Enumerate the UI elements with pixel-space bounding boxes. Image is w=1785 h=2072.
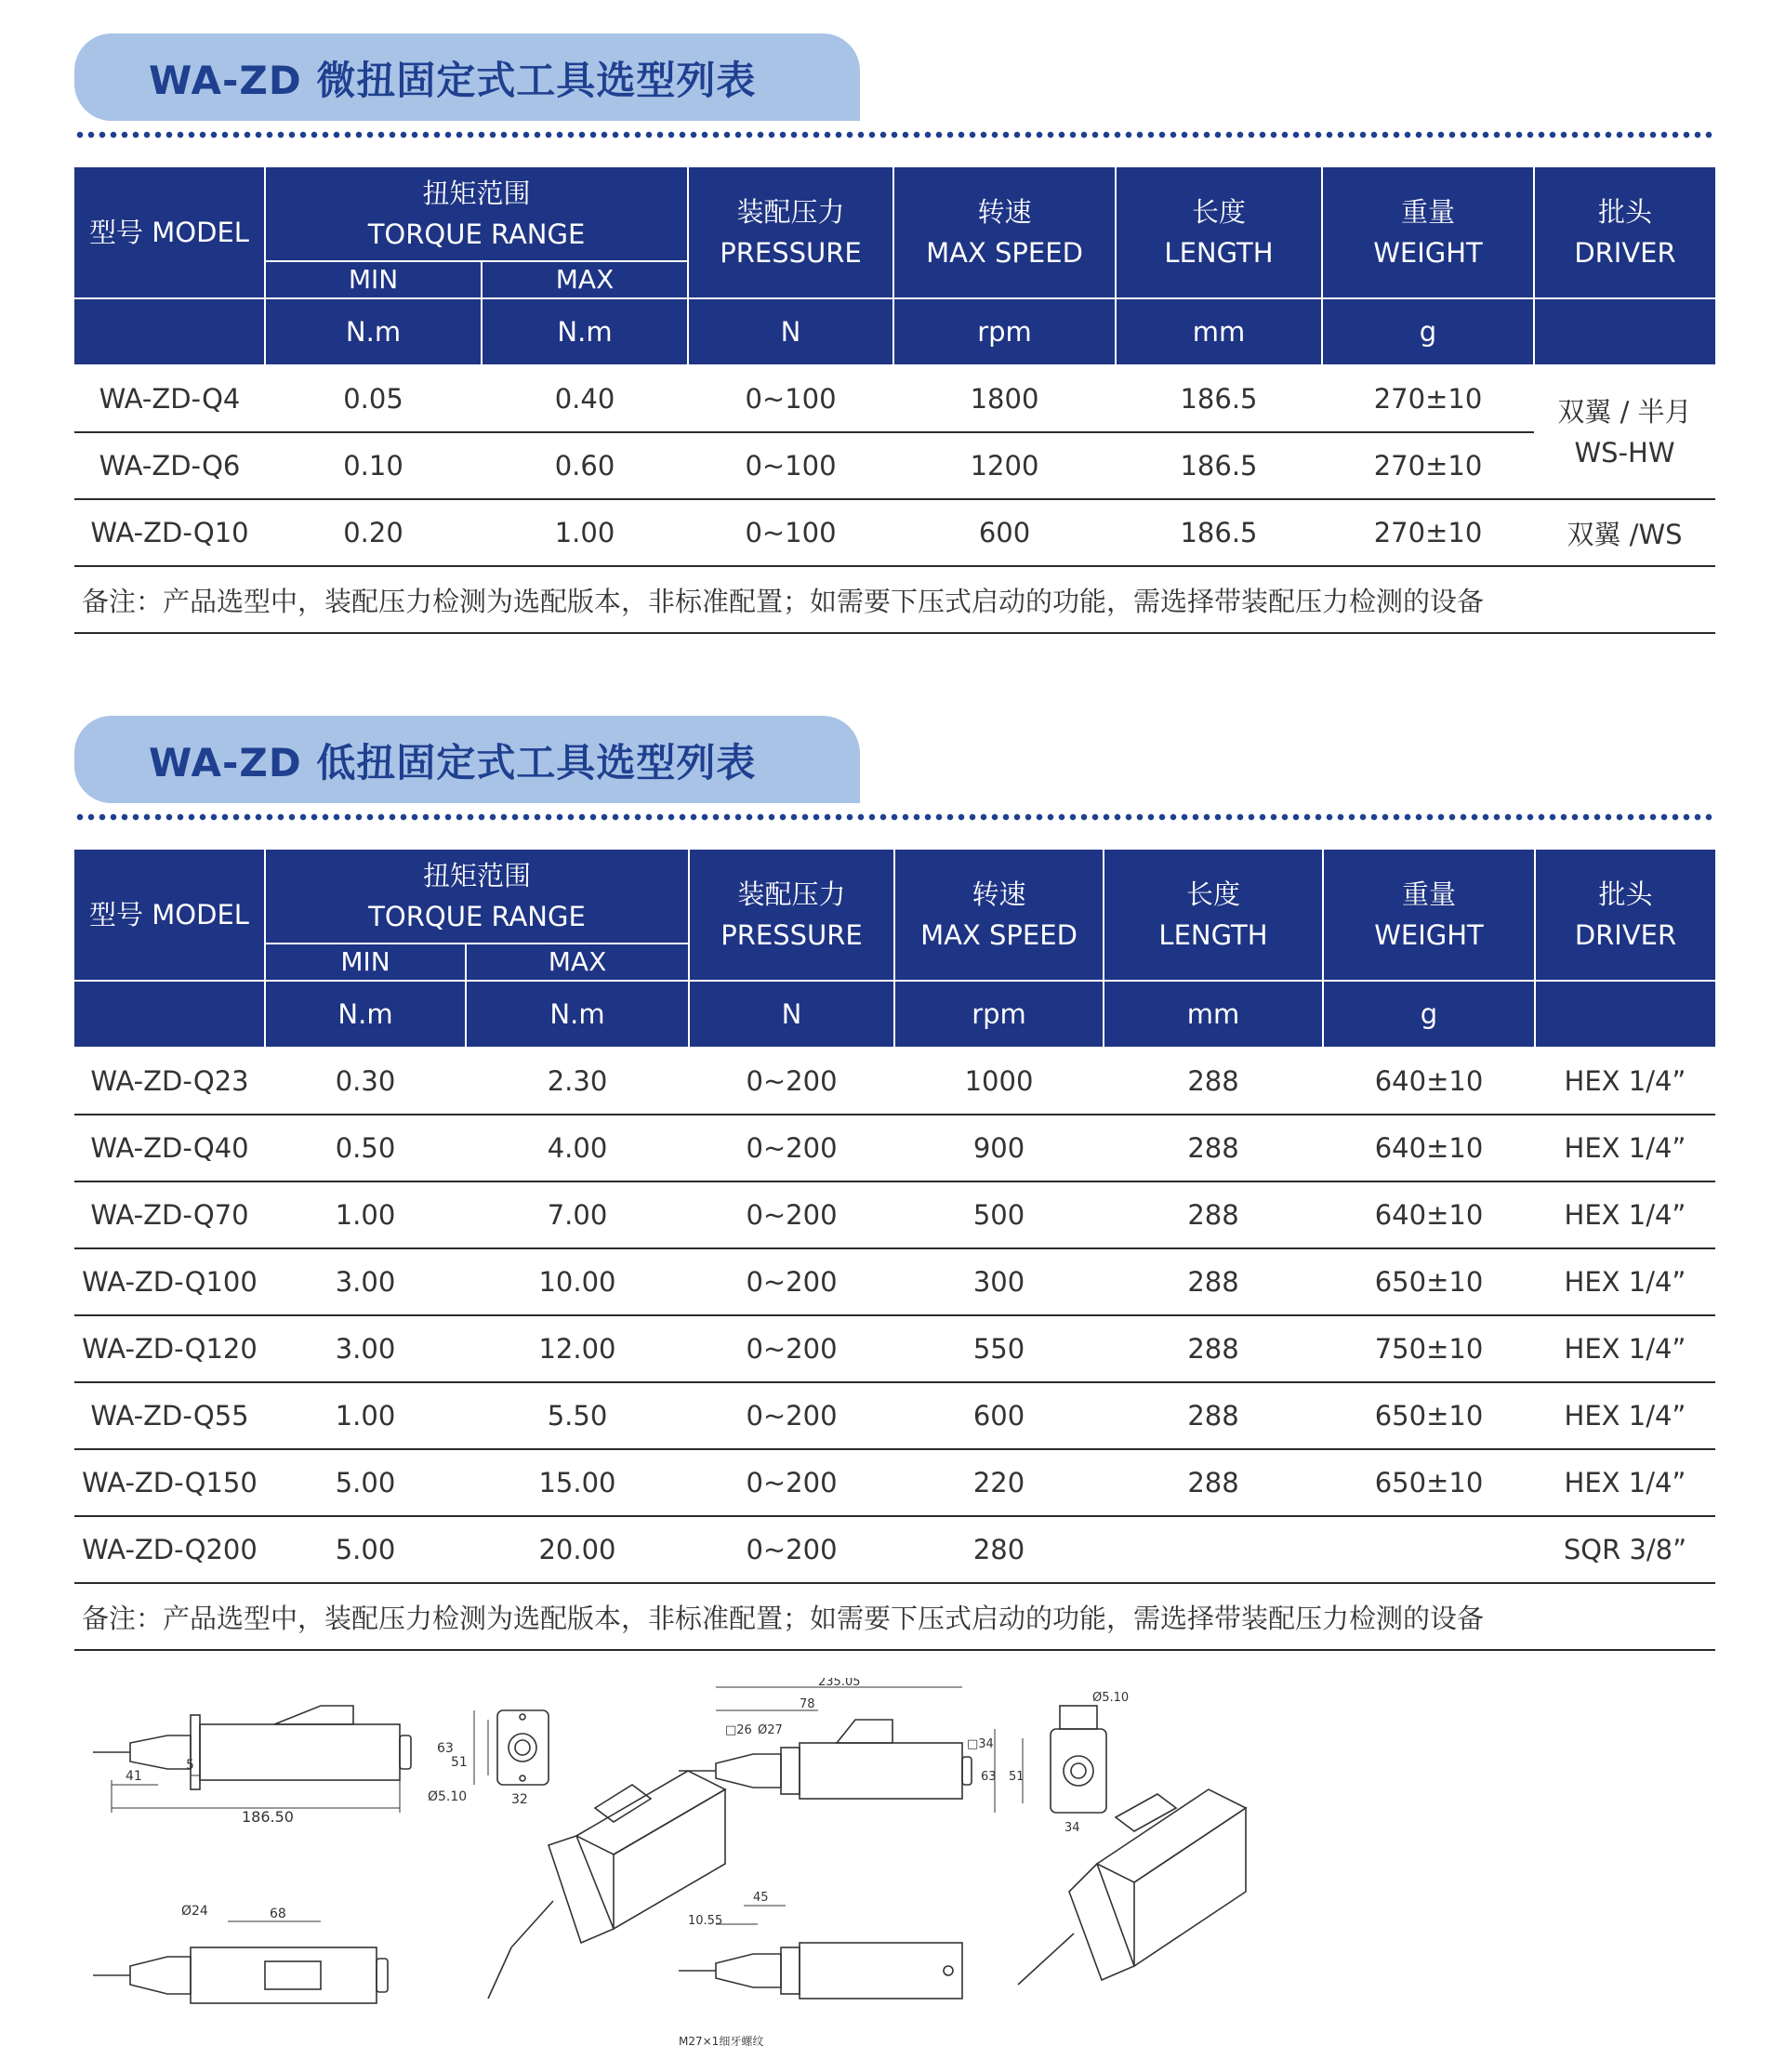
dim-right-78: 78: [800, 1697, 815, 1711]
cell-weight: [1323, 1516, 1535, 1583]
unit-weight: g: [1323, 981, 1535, 1048]
header-pressure-en: PRESSURE: [721, 919, 863, 951]
header-pressure: [688, 166, 893, 298]
table-row: [74, 499, 1715, 566]
cell-driver: HEX 1/4”: [1535, 1449, 1715, 1516]
cell-length: 186.5: [1116, 499, 1322, 566]
cell-speed: 550: [894, 1315, 1104, 1382]
cell-model: WA-ZD-Q4: [74, 365, 265, 432]
header-speed-en: MAX SPEED: [920, 919, 1078, 951]
header-weight-cn: 重量: [1400, 196, 1455, 228]
cell-length: 186.5: [1116, 365, 1322, 432]
header-speed-en: MAX SPEED: [926, 237, 1083, 269]
micro-tool-front-view: [474, 1710, 549, 1785]
cell-weight: 640±10: [1323, 1115, 1535, 1181]
cell-weight: 640±10: [1323, 1181, 1535, 1248]
cell-model: WA-ZD-Q23: [74, 1048, 265, 1115]
table-row: [74, 365, 1715, 432]
section-title: WA-ZD 低扭固定式工具选型列表: [149, 740, 757, 785]
section-title-banner-low: [74, 716, 860, 803]
cell-min: 0.20: [265, 499, 482, 566]
cell-driver: 双翼 /WS: [1534, 499, 1715, 566]
cell-driver: HEX 1/4”: [1535, 1315, 1715, 1382]
dim-right-63: 63: [981, 1770, 997, 1784]
header-length: [1116, 166, 1322, 298]
cell-weight: 270±10: [1322, 365, 1534, 432]
dim-left-hole: Ø5.10: [428, 1789, 468, 1804]
header-speed: [893, 166, 1116, 298]
cell-speed: 600: [894, 1382, 1104, 1449]
unit-length: mm: [1104, 981, 1323, 1048]
cell-min: 0.50: [265, 1115, 466, 1181]
cell-driver: HEX 1/4”: [1535, 1115, 1715, 1181]
cell-pressure: 0~100: [688, 365, 893, 432]
table-row: [74, 1048, 1715, 1115]
cell-max: 4.00: [466, 1115, 689, 1181]
cell-speed: 300: [894, 1248, 1104, 1315]
cell-max: 1.00: [482, 499, 688, 566]
dim-left-total: 186.50: [242, 1808, 294, 1826]
cell-min: 0.10: [265, 432, 482, 499]
cell-min: 5.00: [265, 1516, 466, 1583]
cell-speed: 280: [894, 1516, 1104, 1583]
cell-model: WA-ZD-Q200: [74, 1516, 265, 1583]
driver-line-2: WS-HW: [1574, 437, 1675, 469]
header-weight-en: WEIGHT: [1374, 919, 1484, 951]
dotted-divider: [74, 131, 1715, 139]
dim-right-45: 45: [753, 1891, 769, 1905]
header-min: MIN: [265, 944, 466, 981]
cell-speed: 600: [893, 499, 1116, 566]
cell-min: 0.05: [265, 365, 482, 432]
dim-left-5: 5: [186, 1758, 194, 1773]
cell-length: [1104, 1516, 1323, 1583]
header-speed-cn: 转速: [977, 196, 1032, 228]
dim-right-thread-note: M27×1细牙螺纹: [679, 2035, 764, 2048]
dim-left-41: 41: [126, 1769, 142, 1784]
cell-min: 1.00: [265, 1382, 466, 1449]
cell-max: 2.30: [466, 1048, 689, 1115]
dim-right-34: 34: [1064, 1821, 1080, 1835]
micro-tool-side-view: [93, 1706, 411, 1813]
cell-speed: 1000: [894, 1048, 1104, 1115]
header-model: 型号 MODEL: [74, 849, 265, 981]
unit-max: N.m: [482, 298, 688, 365]
header-driver: [1535, 849, 1715, 981]
cell-max: 10.00: [466, 1248, 689, 1315]
technical-drawings: [74, 1678, 1715, 2059]
low-tool-iso-view: [1018, 1789, 1246, 1985]
header-driver-cn: 批头: [1597, 196, 1652, 228]
table-row: [74, 432, 1715, 499]
cell-driver: SQR 3/8”: [1535, 1516, 1715, 1583]
dim-left-51: 51: [451, 1755, 468, 1770]
header-weight: [1322, 166, 1534, 298]
cell-model: WA-ZD-Q100: [74, 1248, 265, 1315]
header-speed-cn: 转速: [972, 878, 1026, 910]
header-torque: [265, 166, 688, 261]
header-torque-cn: 扭矩范围: [422, 860, 531, 891]
header-weight-en: WEIGHT: [1373, 237, 1483, 269]
cell-pressure: 0~200: [689, 1449, 894, 1516]
cell-driver: HEX 1/4”: [1535, 1048, 1715, 1115]
dotted-divider: [74, 813, 1715, 821]
micro-torque-spec-table: [74, 165, 1715, 634]
header-driver-en: DRIVER: [1574, 237, 1676, 269]
header-model: 型号 MODEL: [74, 166, 265, 298]
cell-pressure: 0~200: [689, 1382, 894, 1449]
cell-driver: HEX 1/4”: [1535, 1181, 1715, 1248]
driver-line-1: 双翼 / 半月: [1557, 396, 1692, 428]
dim-left-63: 63: [437, 1741, 454, 1756]
unit-length: mm: [1116, 298, 1322, 365]
header-driver-en: DRIVER: [1574, 919, 1677, 951]
header-driver: [1534, 166, 1715, 298]
cell-pressure: 0~200: [689, 1516, 894, 1583]
cell-max: 15.00: [466, 1449, 689, 1516]
cell-length: 288: [1104, 1382, 1323, 1449]
unit-max: N.m: [466, 981, 689, 1048]
table-row: [74, 1248, 1715, 1315]
cell-min: 5.00: [265, 1449, 466, 1516]
dim-right-sq26: □26: [725, 1723, 752, 1737]
table-row: [74, 1382, 1715, 1449]
header-length-en: LENGTH: [1158, 919, 1268, 951]
cell-speed: 1200: [893, 432, 1116, 499]
header-min: MIN: [265, 261, 482, 298]
header-max: MAX: [466, 944, 689, 981]
unit-min: N.m: [265, 298, 482, 365]
unit-pressure: N: [689, 981, 894, 1048]
cell-length: 288: [1104, 1115, 1323, 1181]
cell-length: 288: [1104, 1181, 1323, 1248]
table-row: [74, 1449, 1715, 1516]
cell-weight: 640±10: [1323, 1048, 1535, 1115]
cell-pressure: 0~200: [689, 1315, 894, 1382]
unit-weight: g: [1322, 298, 1534, 365]
cell-model: WA-ZD-Q40: [74, 1115, 265, 1181]
note-row: [74, 1583, 1715, 1650]
cell-weight: 650±10: [1323, 1449, 1535, 1516]
header-pressure-cn: 装配压力: [737, 878, 846, 910]
header-torque: [265, 849, 689, 944]
cell-model: WA-ZD-Q6: [74, 432, 265, 499]
header-length-cn: 长度: [1185, 878, 1240, 910]
dim-left-32: 32: [511, 1792, 528, 1807]
cell-driver: HEX 1/4”: [1535, 1382, 1715, 1449]
cell-driver-merged: [1534, 365, 1715, 499]
cell-weight: 650±10: [1323, 1248, 1535, 1315]
cell-pressure: 0~200: [689, 1115, 894, 1181]
header-torque-en: TORQUE RANGE: [367, 218, 586, 250]
low-torque-spec-table: [74, 848, 1715, 1651]
header-length-en: LENGTH: [1164, 237, 1274, 269]
dim-right-dia27: Ø27: [758, 1723, 783, 1737]
section-title-banner-micro: [74, 33, 860, 121]
dim-right-51: 51: [1009, 1770, 1025, 1784]
cell-pressure: 0~100: [688, 499, 893, 566]
cell-max: 0.60: [482, 432, 688, 499]
cell-length: 288: [1104, 1048, 1323, 1115]
cell-min: 1.00: [265, 1181, 466, 1248]
cell-pressure: 0~200: [689, 1048, 894, 1115]
cell-max: 7.00: [466, 1181, 689, 1248]
cell-driver: HEX 1/4”: [1535, 1248, 1715, 1315]
unit-pressure: N: [688, 298, 893, 365]
cell-max: 5.50: [466, 1382, 689, 1449]
header-driver-cn: 批头: [1598, 878, 1653, 910]
micro-tool-top-view: [93, 1921, 388, 2003]
header-torque-en: TORQUE RANGE: [368, 901, 586, 932]
table-row: [74, 1516, 1715, 1583]
header-max: MAX: [482, 261, 688, 298]
header-weight-cn: 重量: [1401, 878, 1456, 910]
cell-min: 3.00: [265, 1248, 466, 1315]
low-tool-side-view: [679, 1687, 972, 1799]
cell-weight: 650±10: [1323, 1382, 1535, 1449]
cell-length: 186.5: [1116, 432, 1322, 499]
cell-speed: 1800: [893, 365, 1116, 432]
cell-weight: 270±10: [1322, 432, 1534, 499]
dim-left-dia24: Ø24: [181, 1904, 208, 1919]
header-weight: [1323, 849, 1535, 981]
cell-max: 0.40: [482, 365, 688, 432]
unit-speed: rpm: [894, 981, 1104, 1048]
cell-model: WA-ZD-Q150: [74, 1449, 265, 1516]
cell-pressure: 0~200: [689, 1248, 894, 1315]
cell-model: WA-ZD-Q70: [74, 1181, 265, 1248]
dim-right-hole: Ø5.10: [1092, 1691, 1130, 1705]
cell-weight: 750±10: [1323, 1315, 1535, 1382]
header-length-cn: 长度: [1191, 196, 1246, 228]
cell-length: 288: [1104, 1449, 1323, 1516]
dim-right-sq34: □34: [967, 1737, 994, 1751]
cell-model: WA-ZD-Q10: [74, 499, 265, 566]
header-length: [1104, 849, 1323, 981]
unit-min: N.m: [265, 981, 466, 1048]
cell-speed: 220: [894, 1449, 1104, 1516]
header-torque-cn: 扭矩范围: [422, 178, 531, 209]
section-title: WA-ZD 微扭固定式工具选型列表: [149, 58, 757, 103]
cell-length: 288: [1104, 1248, 1323, 1315]
cell-min: 0.30: [265, 1048, 466, 1115]
header-pressure: [689, 849, 894, 981]
table-note: 备注：产品选型中，装配压力检测为选配版本，非标准配置；如需要下压式启动的功能，需选择带装配压力检测的设备: [74, 566, 1715, 633]
cell-pressure: 0~100: [688, 432, 893, 499]
cell-min: 3.00: [265, 1315, 466, 1382]
cell-model: WA-ZD-Q120: [74, 1315, 265, 1382]
cell-speed: 500: [894, 1181, 1104, 1248]
header-pressure-en: PRESSURE: [720, 237, 862, 269]
cell-length: 288: [1104, 1315, 1323, 1382]
table-row: [74, 1181, 1715, 1248]
cell-max: 20.00: [466, 1516, 689, 1583]
note-row: [74, 566, 1715, 633]
cell-speed: 900: [894, 1115, 1104, 1181]
low-tool-front-view: [995, 1706, 1106, 1813]
dim-left-68: 68: [270, 1907, 286, 1921]
cell-model: WA-ZD-Q55: [74, 1382, 265, 1449]
table-row: [74, 1315, 1715, 1382]
table-row: [74, 1115, 1715, 1181]
header-pressure-cn: 装配压力: [736, 196, 845, 228]
cell-pressure: 0~200: [689, 1181, 894, 1248]
header-speed: [894, 849, 1104, 981]
cell-max: 12.00: [466, 1315, 689, 1382]
dim-right-total: 235.05: [818, 1678, 861, 1689]
dim-right-1055: 10.55: [688, 1914, 723, 1928]
cell-weight: 270±10: [1322, 499, 1534, 566]
unit-speed: rpm: [893, 298, 1116, 365]
table-note: 备注：产品选型中，装配压力检测为选配版本，非标准配置；如需要下压式启动的功能，需选择带装配压力检测的设备: [74, 1583, 1715, 1650]
